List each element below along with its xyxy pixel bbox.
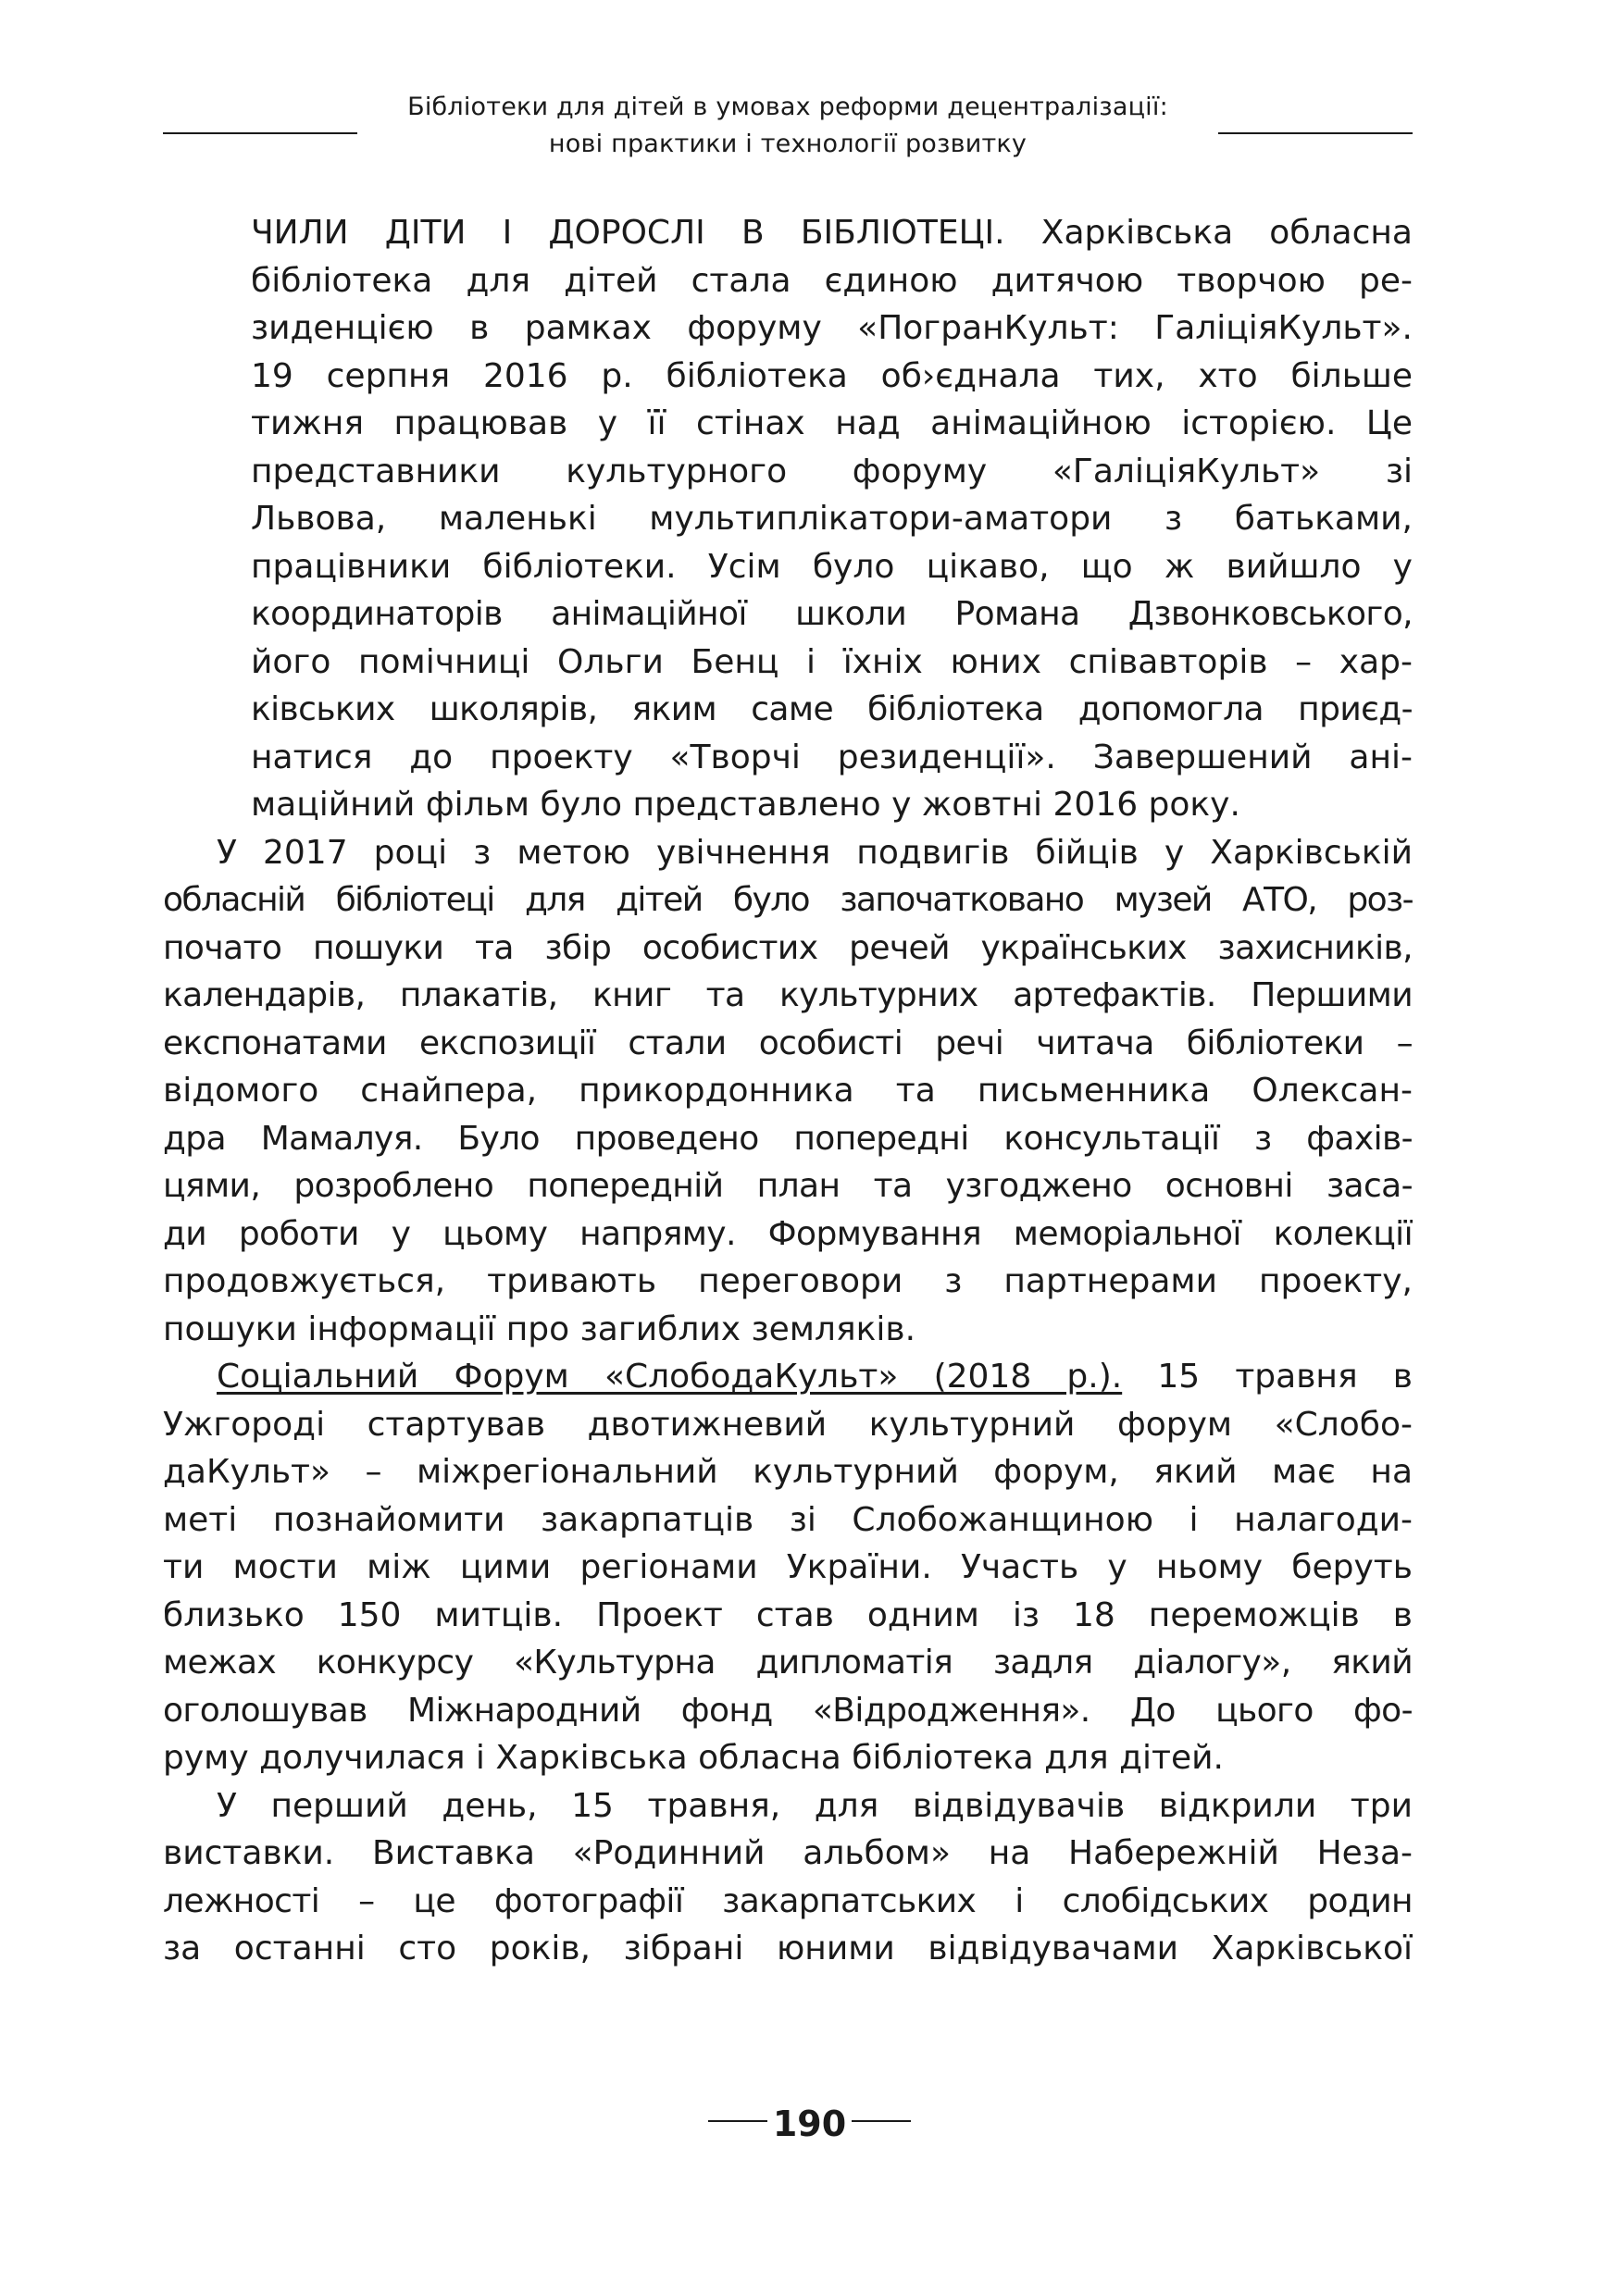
page-number-rule-left [708, 2120, 767, 2122]
paragraph-3 [163, 1353, 1413, 1782]
header-title [365, 89, 1211, 163]
paragraph-2 [163, 829, 1413, 1354]
text-line: руму долучилася і Харківська обласна бібліотека для дітей. [163, 1739, 1224, 1777]
text-line: відомого снайпера, прикордонника та письменника Олексан- [163, 1072, 1413, 1110]
text-line: маційний фільм було представлено у жовтні 2016 року. [251, 786, 1240, 824]
text-line: працівники бібліотеки. Усім було цікаво, що ж вийшло у [251, 547, 1413, 586]
text-line: зиденцією в рамках форуму «ПогранКульт: ГаліціяКульт». [251, 309, 1413, 347]
text-line: межах конкурсу «Культурна дипломатія задля діалогу», який [163, 1644, 1413, 1682]
text-line: представники культурного форуму «ГаліціяКульт» зі [251, 452, 1413, 490]
text-line [163, 1353, 1413, 1401]
text-line: координаторів анімаційної школи Романа Дзвонковського, [251, 595, 1413, 633]
header-line-2: нові практики і технології розвитку [548, 130, 1027, 158]
running-header [163, 89, 1413, 172]
page-number-text: 190 [772, 2104, 847, 2144]
text-line: Ужгороді стартував двотижневий культурний форум «Слобо- [163, 1405, 1413, 1444]
text-line: цями, розроблено попередній план та узгоджено основні заса- [163, 1167, 1413, 1205]
text-line: ти мости між цими регіонами України. Участь у ньому беруть [163, 1548, 1413, 1586]
text-line: продовжується, тривають переговори з партнерами проекту, [163, 1262, 1413, 1300]
text-line: бібліотека для дітей стала єдиною дитячою творчою ре- [251, 261, 1413, 300]
paragraph-4 [163, 1782, 1413, 1973]
section-heading: Соціальний Форум «СлободаКульт» (2018 р.). [217, 1358, 1123, 1396]
text-line: почато пошуки та збір особистих речей українських захисників, [163, 928, 1413, 967]
text-line: У 2017 році з метою увічнення подвигів бійців у Харківській [217, 833, 1413, 872]
text-line: близько 150 митців. Проект став одним із 18 переможців в [163, 1595, 1413, 1634]
body-text [163, 209, 1413, 1973]
page-number-rule-right [852, 2120, 911, 2122]
text-line: У перший день, 15 травня, для відвідувачів відкрили три [217, 1786, 1413, 1825]
text-line: календарів, плакатів, книг та культурних артефактів. Першими [163, 976, 1413, 1014]
text-line: за останні сто років, зібрані юними відвідувачами Харківської [163, 1930, 1413, 1967]
text-line: обласній бібліотеці для дітей було започатковано музей АТО, роз- [163, 881, 1413, 919]
text-line: експонатами експозиції стали особисті речі читача бібліотеки – [163, 1024, 1413, 1062]
header-rule-left [163, 132, 357, 134]
text-line: пошуки інформації про загиблих земляків. [163, 1309, 916, 1348]
text-line: оголошував Міжнародний фонд «Відродження». До цього фо- [163, 1691, 1413, 1730]
text-line: меті познайомити закарпатців зі Слобожанщиною і налагоди- [163, 1500, 1413, 1539]
text-line: натися до проекту «Творчі резиденції». Завершений ані- [251, 738, 1413, 776]
text-line: даКульт» – міжрегіональний культурний форум, який має на [163, 1453, 1413, 1491]
text-line: тижня працював у її стінах над анімаційною історією. Це [251, 404, 1413, 442]
text-line: ківських школярів, яким саме бібліотека допомогла приєд- [251, 690, 1413, 728]
text-line: ди роботи у цьому напряму. Формування меморіальної колекції [163, 1214, 1413, 1253]
text-line: Львова, маленькі мультиплікатори-аматори з батьками, [251, 500, 1413, 538]
text-line: 19 серпня 2016 р. бібліотека об›єднала тих, хто більше [251, 356, 1413, 395]
text-line: ЧИЛИ ДІТИ І ДОРОСЛІ В БІБЛІОТЕЦІ. Харківська обласна [251, 214, 1413, 252]
header-line-1: Бібліотеки для дітей в умовах реформи децентралізації: [407, 93, 1168, 121]
header-rule-right [1218, 132, 1413, 134]
heading-line-rest: 15 травня в [1122, 1358, 1413, 1396]
text-line: виставки. Виставка «Родинний альбом» на Набережній Неза- [163, 1834, 1413, 1872]
paragraph-1 [163, 209, 1413, 829]
text-line: дра Мамалуя. Було проведено попередні консультації з фахів- [163, 1119, 1413, 1158]
text-line: його помічниці Ольги Бенц і їхніх юних співавторів – хар- [251, 642, 1413, 681]
page-number [0, 2101, 1619, 2147]
text-line: лежності – це фотографії закарпатських і слобідських родин [163, 1881, 1413, 1920]
